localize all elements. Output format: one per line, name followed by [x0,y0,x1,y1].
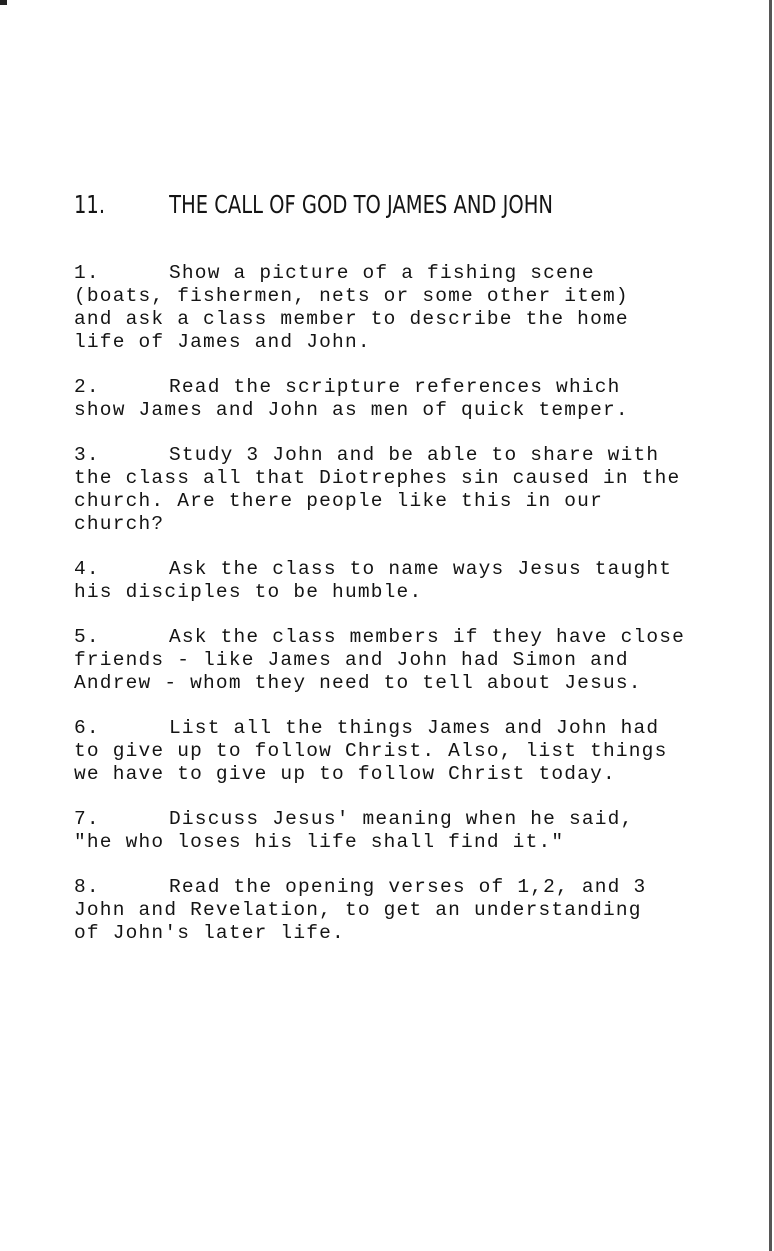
page-edge-line [769,0,772,1251]
activity-list [74,262,724,967]
list-item [74,808,724,854]
item-number: 8. [74,876,100,898]
scan-corner-mark [0,0,7,5]
item-first-line: Read the opening verses of 1,2, and 3 [169,876,647,898]
list-item [74,262,724,354]
item-text: show James and John as men of quick temper. [74,399,629,421]
list-item [74,717,724,786]
item-text: "he who loses his life shall find it." [74,831,565,853]
list-item [74,444,724,536]
item-text: the class all that Diotrephes sin caused in the church. Are there people like this in our church? [74,467,681,535]
item-number: 2. [74,376,100,398]
list-item [74,558,724,604]
page-title [74,190,553,219]
item-number: 3. [74,444,100,466]
list-item [74,876,724,945]
item-number: 1. [74,262,100,284]
item-first-line: Study 3 John and be able to share with [169,444,660,466]
title-number: 11. [74,190,106,219]
item-number: 5. [74,626,100,648]
item-first-line: Discuss Jesus' meaning when he said, [169,808,634,830]
list-item [74,376,724,422]
item-number: 4. [74,558,100,580]
item-number: 7. [74,808,100,830]
item-first-line: Read the scripture references which [169,376,621,398]
item-text: (boats, fishermen, nets or some other item) and ask a class member to describe the home life of James and John. [74,285,629,353]
item-text: to give up to follow Christ. Also, list things we have to give up to follow Christ today. [74,740,668,785]
item-number: 6. [74,717,100,739]
item-first-line: Show a picture of a fishing scene [169,262,595,284]
item-text: John and Revelation, to get an understanding of John's later life. [74,899,642,944]
list-item [74,626,724,695]
item-first-line: Ask the class members if they have close [169,626,686,648]
item-first-line: Ask the class to name ways Jesus taught [169,558,673,580]
item-text: his disciples to be humble. [74,581,423,603]
item-first-line: List all the things James and John had [169,717,660,739]
item-text: friends - like James and John had Simon and Andrew - whom they need to tell about Jesus. [74,649,642,694]
title-text: THE CALL OF GOD TO JAMES AND JOHN [169,190,553,219]
